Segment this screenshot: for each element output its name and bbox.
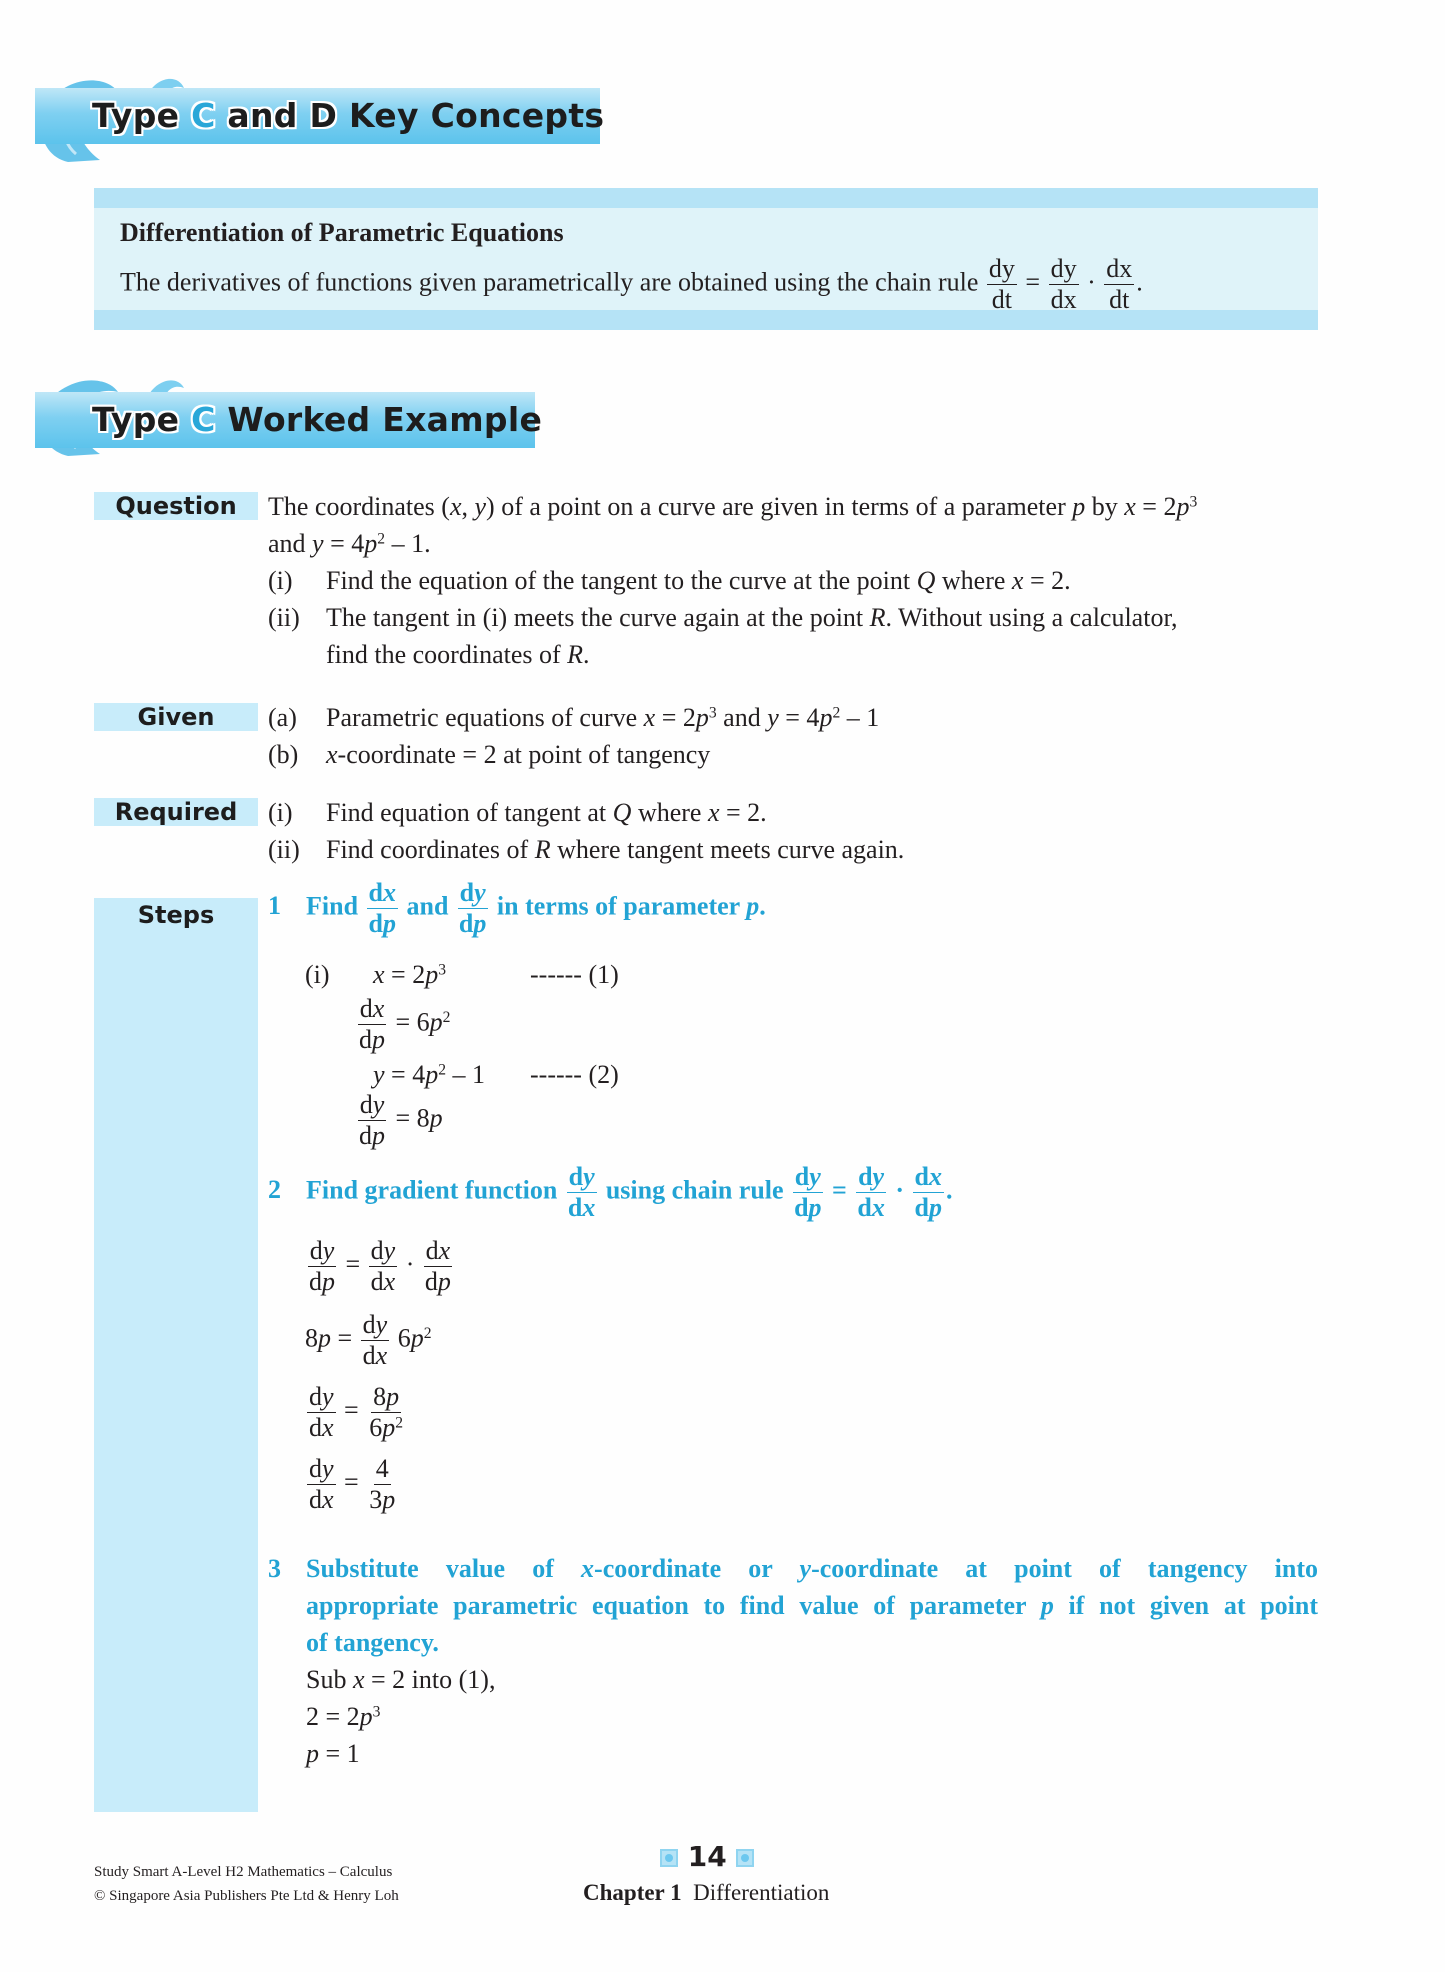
fraction-dy-dx: $\frac{dy}{dx}$ (1050, 254, 1077, 314)
footer-book-title: Study Smart A-Level H2 Mathematics – Calculus (94, 1864, 393, 1880)
key-concept-sentence: The derivatives of functions given parametrically are obtained using the chain rule (120, 267, 979, 297)
step-2-heading: 2 Find gradient function $\frac{dy}{dx}$ using chain rule $\frac{dy}{dp}$ = $\frac{dy}{dx}$ · $\frac{dx}{dp}$ . (268, 1162, 953, 1222)
page-number-text: 14 (687, 1840, 727, 1873)
given-list (268, 699, 879, 773)
step-2-substitution: 8p = $\frac{dy}{dx}$ $6p^2$ (305, 1310, 432, 1370)
banner-title: Key Concepts (337, 96, 605, 135)
page-number (660, 1840, 754, 1873)
step-2-rearranged: $\frac{dy}{dx}$ = $\frac{8p}{6p^2}$ (309, 1382, 404, 1442)
question-part-ii: (ii) The tangent in (i) meets the curve again at the point R. Without using a calculator, (268, 603, 1178, 632)
bullet-icon (660, 1849, 678, 1867)
question-label: Question (94, 492, 258, 520)
step-1-dxdp: $\frac{dx}{dp}$ = $6p^2$ (359, 994, 451, 1054)
step-3-work (306, 1661, 495, 1772)
equation-ref-2: ------ (2) (530, 1060, 619, 1089)
fraction-dy-dt: $\frac{dy}{dt}$ (988, 254, 1015, 314)
step-1-heading: 1 Find $\frac{dx}{dp}$ and $\frac{dy}{dp}$ in terms of parameter p. (268, 878, 766, 938)
fraction-dx-dt: $\frac{dx}{dt}$ (1106, 254, 1133, 314)
question-text (268, 488, 1197, 673)
step-3-line-3: p = 1 (306, 1739, 360, 1768)
step-1-eq-x: $x = 2p^3$ (373, 960, 447, 989)
box-bottom-stripe (94, 310, 1318, 330)
footer-copyright: © Singapore Asia Publishers Pte Ltd & Henry Loh (94, 1888, 399, 1904)
banner-and-text: and (215, 96, 310, 135)
question-line-2: and $y = 4p^2 - 1$. (268, 529, 431, 558)
required-list (268, 794, 904, 868)
chapter-label (583, 1880, 829, 1906)
banner-title: Worked Example (215, 400, 543, 439)
chapter-number: Chapter 1 (583, 1880, 682, 1905)
bullet-icon (736, 1849, 754, 1867)
step-2-chain-rule: $\frac{dy}{dp}$ = $\frac{dy}{dx}$ · $\frac{dx}{dp}$ (309, 1236, 451, 1296)
banner-type-text: Type (92, 400, 192, 439)
step-3-line-2: $2 = 2p^3$ (306, 1702, 381, 1731)
required-label: Required (94, 798, 258, 826)
key-concept-text: The derivatives of functions given parametrically are obtained using the chain rule $\frac{dy}{dt}$ = $\frac{dy}{dx}$ · $\frac{dx}{dt}$ . (120, 254, 1143, 314)
required-item-i: (i) Find equation of tangent at Q where x = 2. (268, 798, 767, 827)
given-item-a: (a) Parametric equations of curve $x = 2p^3$ and $y = 4p^2 - 1$ (268, 703, 880, 732)
key-concept-box (94, 188, 1318, 330)
key-concept-title: Differentiation of Parametric Equations (120, 218, 564, 247)
steps-column (94, 898, 258, 1812)
given-item-b: (b) x-coordinate = 2 at point of tangency (268, 740, 711, 769)
footer-credits (94, 1860, 399, 1908)
step-3-heading: 3 Substitute value of x-coordinate or y-coordinate at point of tangency into appropriate parametric equation to find value of parameter p if not given at point of tangency. (268, 1554, 1319, 1657)
banner-type-d: D (309, 96, 338, 135)
question-part-ii-cont: find the coordinates of R. (326, 640, 590, 669)
question-part-i: (i) Find the equation of the tangent to the curve at the point Q where x = 2. (268, 566, 1071, 595)
box-top-stripe (94, 188, 1318, 208)
question-line-1: The coordinates (x, y) of a point on a curve are given in terms of a parameter p by $x = 2p^3$ (268, 492, 1198, 521)
banner-type-c: C (191, 400, 216, 439)
required-item-ii: (ii) Find coordinates of R where tangent meets curve again. (268, 835, 905, 864)
banner-type-c: C (191, 96, 216, 135)
step-3-line-1: Sub x = 2 into (1), (306, 1665, 496, 1694)
given-label: Given (94, 703, 258, 731)
step-1-part-label: (i) (305, 960, 330, 989)
step-1-eq-y: $y = 4p^2 - 1$ (373, 1060, 486, 1089)
step-1-dydp: $\frac{dy}{dp}$ = 8p (359, 1090, 443, 1150)
steps-label: Steps (137, 901, 215, 929)
step-2-result: $\frac{dy}{dx}$ = $\frac{4}{3p}$ (309, 1454, 396, 1514)
chapter-title: Differentiation (693, 1880, 830, 1905)
equation-ref-1: ------ (1) (530, 960, 619, 989)
banner-type-text: Type (92, 96, 192, 135)
